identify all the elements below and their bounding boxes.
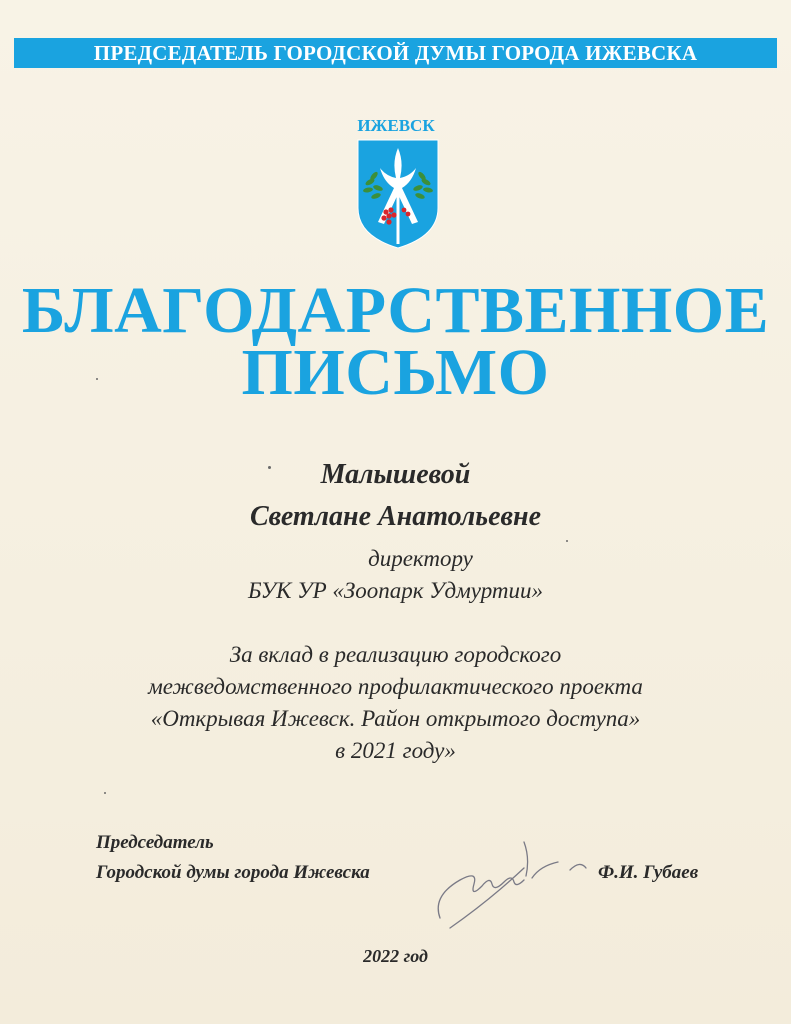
signatory-title-line-1: Председатель	[96, 832, 214, 853]
document-title-line-2: ПИСЬМО	[241, 336, 550, 409]
paper-speck	[268, 466, 271, 469]
handwritten-signature-icon	[420, 822, 590, 932]
signatory-name: Ф.И. Губаев	[598, 862, 699, 883]
paper-speck	[96, 378, 98, 380]
paper-speck	[566, 540, 568, 542]
reason-line-4: в 2021 году»	[335, 738, 456, 763]
recipient-position: директору	[368, 546, 473, 571]
header-band	[14, 38, 777, 68]
document-title-line-1: БЛАГОДАРСТВЕННОЕ	[21, 274, 770, 347]
recipient-organization: БУК УР «Зоопарк Удмуртии»	[247, 578, 543, 603]
signatory-title-line-2: Городской думы города Ижевска	[96, 862, 370, 883]
recipient-surname: Малышевой	[320, 459, 471, 490]
reason-line-2: межведомственного профилактического проекта	[148, 674, 643, 699]
header-band-text: ПРЕДСЕДАТЕЛЬ ГОРОДСКОЙ ДУМЫ ГОРОДА ИЖЕВСКА	[93, 40, 698, 65]
recipient-name-patronymic: Светлане Анатольевне	[249, 501, 542, 532]
document-year: 2022 год	[363, 946, 428, 966]
paper-speck	[104, 792, 106, 794]
izhevsk-coat-of-arms-icon	[356, 138, 440, 250]
reason-line-3: «Открывая Ижевск. Район открытого доступа»	[150, 706, 641, 731]
reason-line-1: За вклад в реализацию городского	[229, 642, 562, 667]
emblem-city-label: ИЖЕВСК	[357, 116, 435, 135]
